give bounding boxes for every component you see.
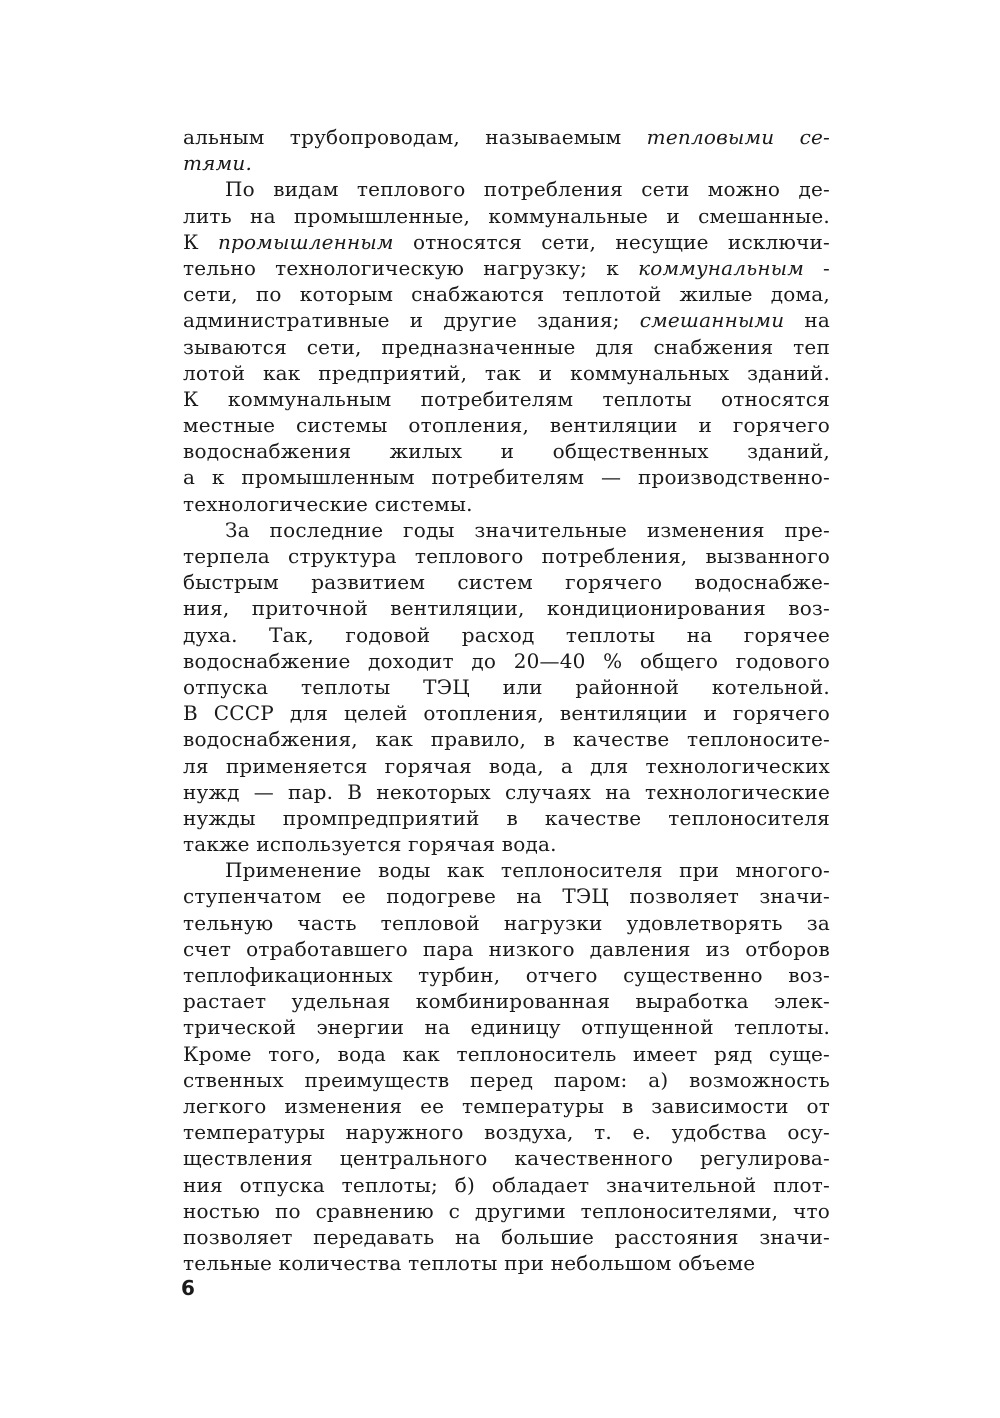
text-run: ственных преимуществ перед паром: а) возможность [183, 1067, 830, 1092]
text-run: трической энергии на единицу отпущенной теплоты. [183, 1015, 830, 1040]
page-number: 6 [181, 1276, 195, 1300]
text-run: К коммунальным потребителям теплоты относятся [183, 386, 830, 411]
text-run: ния отпуска теплоты; б) обладает значительной плот- [183, 1172, 830, 1197]
text-line [183, 622, 830, 648]
italic-term: тепловыми се- [646, 125, 830, 149]
paragraph [183, 857, 830, 1276]
text-line [183, 726, 830, 752]
text-line [183, 569, 830, 595]
text-run: лить на промышленные, коммунальные и смешанные. [183, 203, 830, 228]
text-line [183, 962, 830, 988]
text-line [183, 700, 830, 726]
text-run: счет отработавшего пара низкого давления из отборов [183, 936, 830, 961]
text-line [183, 438, 830, 464]
text-run: ступенчатом ее подогреве на ТЭЦ позволяет значи- [183, 884, 830, 909]
text-run: водоснабжения жилых и общественных зданий, [183, 439, 830, 464]
text-run: нужды промпредприятий в качестве теплоносителя [183, 805, 830, 830]
text-line [183, 910, 830, 936]
italic-term: промышленным [217, 229, 394, 254]
text-line [183, 779, 830, 805]
text-line [183, 883, 830, 909]
text-line [183, 1198, 830, 1224]
italic-term: смешанными [639, 308, 785, 333]
text-line [183, 648, 830, 674]
text-run: - [803, 255, 830, 280]
paragraph [183, 124, 830, 176]
text-run: альным трубопроводам, называемым [183, 125, 647, 149]
text-line [183, 176, 830, 202]
text-run: К [183, 229, 218, 254]
text-line [183, 229, 830, 255]
text-run: легкого изменения ее температуры в зависимости от [183, 1093, 830, 1118]
italic-term: тями. [183, 151, 253, 176]
text-run: тельно технологическую нагрузку; к [183, 255, 639, 280]
text-line [183, 412, 830, 438]
text-line [183, 255, 830, 281]
text-run: также используется горячая вода. [183, 832, 557, 857]
text-line [183, 386, 830, 412]
text-run: В СССР для целей отопления, вентиляции и горячего [183, 701, 830, 726]
text-run: терпела структура теплового потребления, вызванного [183, 544, 830, 568]
text-run: а к промышленным потребителям — производственно- [183, 465, 830, 490]
text-line [183, 936, 830, 962]
text-line [183, 1093, 830, 1119]
paragraph [183, 176, 830, 516]
text-line [183, 517, 830, 543]
text-run: Применение воды как теплоносителя при многого- [225, 858, 830, 883]
text-run: водоснабжения, как правило, в качестве теплоносите- [183, 727, 830, 752]
text-run: отпуска теплоты ТЭЦ или районной котельной. [183, 674, 830, 699]
text-run: растает удельная комбинированная выработка элек- [183, 989, 830, 1014]
text-line [183, 805, 830, 831]
text-run: административные и другие здания; [183, 308, 640, 333]
text-line [183, 1067, 830, 1093]
text-line [183, 1041, 830, 1067]
text-line [183, 1250, 830, 1276]
text-run: По видам теплового потребления сети можно де- [225, 177, 830, 202]
body-text [183, 124, 830, 1276]
italic-term: коммунальным [638, 255, 804, 280]
text-run: местные системы отопления, вентиляции и горячего [183, 413, 830, 438]
text-run: лотой как предприятий, так и коммунальных зданий. [183, 360, 830, 385]
text-line [183, 753, 830, 779]
text-line [183, 334, 830, 360]
text-line [183, 1119, 830, 1145]
text-line [183, 307, 830, 333]
text-run: тельные количества теплоты при небольшом объеме [183, 1251, 756, 1276]
text-line [183, 281, 830, 307]
text-run: духа. Так, годовой расход теплоты на горячее [183, 622, 830, 647]
text-run: быстрым развитием систем горячего водоснабже- [183, 570, 830, 595]
text-run: ния, приточной вентиляции, кондиционирования воз- [183, 596, 830, 621]
text-run: ля применяется горячая вода, а для технологических [183, 753, 830, 778]
text-line [183, 831, 830, 857]
text-run: зываются сети, предназначенные для снабжения теп [183, 334, 830, 359]
text-line [183, 543, 830, 569]
text-run: тельную часть тепловой нагрузки удовлетворять за [183, 910, 830, 935]
text-run: За последние годы значительные изменения пре- [225, 517, 830, 542]
text-run: на [784, 308, 830, 333]
text-line [183, 1014, 830, 1040]
text-line [183, 1145, 830, 1171]
text-line [183, 360, 830, 386]
text-run: Кроме того, вода как теплоноситель имеет ряд суще- [183, 1041, 830, 1066]
text-run: теплофикационных турбин, отчего существенно воз- [183, 963, 830, 987]
text-line [183, 595, 830, 621]
text-run: нужд — пар. В некоторых случаях на технологические [183, 779, 830, 804]
text-run: сети, по которым снабжаются теплотой жилые дома, [183, 282, 830, 307]
text-line [183, 1172, 830, 1198]
text-line [183, 1224, 830, 1250]
text-run: технологические системы. [183, 491, 473, 516]
paragraph [183, 517, 830, 857]
text-line [183, 988, 830, 1014]
text-line [183, 124, 830, 150]
text-run: ществления центрального качественного регулирова- [183, 1146, 830, 1171]
text-line [183, 491, 830, 517]
text-run: ностью по сравнению с другими теплоносителями, что [183, 1198, 830, 1223]
text-run: позволяет передавать на большие расстояния значи- [183, 1224, 830, 1249]
text-run: температуры наружного воздуха, т. е. удобства осу- [183, 1120, 830, 1145]
text-run: водоснабжение доходит до 20—40 % общего годового [183, 648, 830, 673]
text-line [183, 203, 830, 229]
text-line [183, 464, 830, 490]
text-line [183, 857, 830, 883]
text-run: относятся сети, несущие исключи- [393, 229, 830, 254]
text-line [183, 674, 830, 700]
text-line [183, 150, 830, 176]
